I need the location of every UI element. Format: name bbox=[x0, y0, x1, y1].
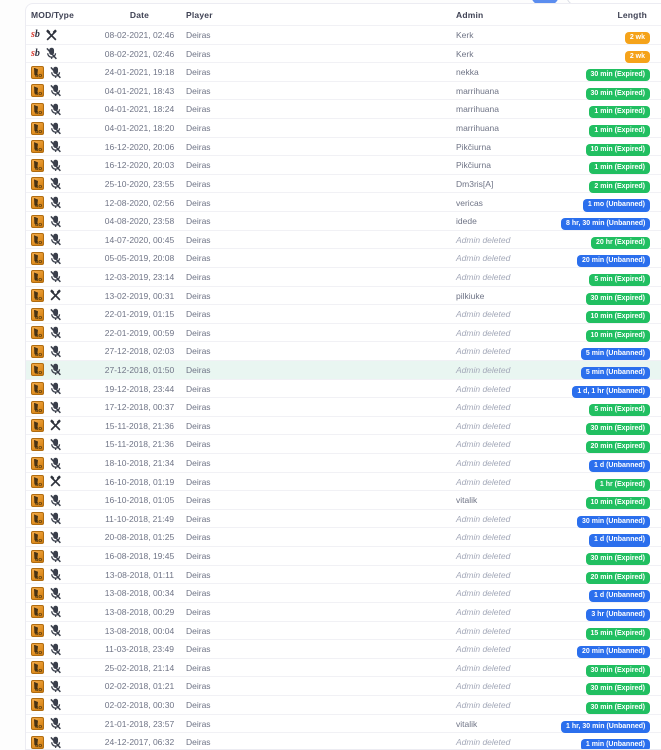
ban-date: 04-01-2021, 18:43 bbox=[104, 85, 175, 96]
player-name[interactable]: Deiras bbox=[186, 160, 211, 171]
ban-date: 11-10-2018, 21:49 bbox=[105, 513, 174, 524]
player-name[interactable]: Deiras bbox=[186, 67, 211, 78]
player-name[interactable]: Deiras bbox=[186, 30, 211, 41]
muted-microphone-icon bbox=[49, 84, 62, 97]
muted-microphone-icon bbox=[49, 122, 62, 135]
ban-date: 08-02-2021, 02:46 bbox=[104, 30, 175, 41]
admin-name[interactable]: marrihuana bbox=[456, 104, 499, 115]
table-row[interactable] bbox=[26, 286, 661, 305]
column-header-length[interactable]: Length bbox=[617, 9, 647, 20]
table-row[interactable] bbox=[26, 397, 661, 416]
csgo-game-icon bbox=[31, 270, 44, 283]
table-row[interactable] bbox=[26, 155, 661, 174]
csgo-game-icon bbox=[31, 159, 44, 172]
admin-name: Admin deleted bbox=[456, 699, 511, 710]
csgo-game-icon bbox=[31, 308, 44, 321]
table-row[interactable] bbox=[26, 304, 661, 323]
admin-name: Admin deleted bbox=[456, 569, 511, 580]
length-badge: 30 min (Expired) bbox=[586, 88, 650, 100]
length-badge: 8 hr, 30 min (Unbanned) bbox=[561, 218, 650, 230]
ban-date: 13-08-2018, 00:34 bbox=[104, 588, 175, 599]
table-row[interactable] bbox=[26, 714, 661, 733]
csgo-game-icon bbox=[31, 568, 44, 581]
muted-microphone-icon bbox=[49, 661, 62, 674]
length-badge: 30 min (Expired) bbox=[586, 683, 650, 695]
player-name[interactable]: Deiras bbox=[186, 123, 211, 134]
table-row[interactable] bbox=[26, 602, 661, 621]
admin-name[interactable]: Pikčiurna bbox=[456, 160, 491, 171]
csgo-game-icon bbox=[31, 717, 44, 730]
length-badge: 1 d (Unbanned) bbox=[589, 590, 650, 602]
length-badge: 10 min (Expired) bbox=[586, 311, 650, 323]
length-badge: 2 wk bbox=[625, 32, 650, 44]
csgo-game-icon bbox=[31, 531, 44, 544]
length-badge: 30 min (Unbanned) bbox=[577, 516, 650, 528]
ban-date: 13-08-2018, 00:29 bbox=[104, 606, 175, 617]
admin-name[interactable]: vitalik bbox=[456, 718, 478, 729]
length-badge: 30 min (Expired) bbox=[586, 293, 650, 305]
length-badge: 10 min (Expired) bbox=[586, 144, 650, 156]
length-badge: 20 min (Expired) bbox=[586, 441, 650, 453]
length-badge: 1 d (Unbanned) bbox=[589, 534, 650, 546]
table-header bbox=[26, 4, 661, 25]
player-name[interactable]: Deiras bbox=[186, 234, 211, 245]
ban-date: 22-01-2019, 01:15 bbox=[104, 309, 175, 320]
muted-microphone-icon bbox=[49, 457, 62, 470]
table-row[interactable] bbox=[26, 621, 661, 640]
muted-microphone-icon bbox=[49, 494, 62, 507]
muted-microphone-icon bbox=[49, 363, 62, 376]
table-row[interactable] bbox=[26, 341, 661, 360]
table-row[interactable] bbox=[26, 62, 661, 81]
muted-microphone-icon bbox=[49, 308, 62, 321]
csgo-game-icon bbox=[31, 661, 44, 674]
admin-name[interactable]: vitalik bbox=[456, 495, 478, 506]
admin-name[interactable]: Kerk bbox=[456, 48, 474, 59]
muted-microphone-icon bbox=[49, 270, 62, 283]
admin-name: Admin deleted bbox=[456, 420, 511, 431]
table-row[interactable] bbox=[26, 565, 661, 584]
csgo-game-icon bbox=[31, 550, 44, 563]
ban-date: 22-01-2019, 00:59 bbox=[104, 327, 175, 338]
length-badge: 30 min (Expired) bbox=[586, 553, 650, 565]
table-row[interactable] bbox=[26, 416, 661, 435]
muted-microphone-icon bbox=[49, 438, 62, 451]
length-badge: 10 min (Expired) bbox=[586, 330, 650, 342]
length-badge: 1 d (Unbanned) bbox=[589, 460, 650, 472]
csgo-game-icon bbox=[31, 401, 44, 414]
table-row[interactable] bbox=[26, 658, 661, 677]
player-name[interactable]: Deiras bbox=[186, 513, 211, 524]
column-header-player[interactable]: Player bbox=[186, 9, 213, 20]
table-row[interactable] bbox=[26, 118, 661, 137]
length-badge: 1 hr, 30 min (Unbanned) bbox=[561, 721, 650, 733]
muted-microphone-icon bbox=[49, 196, 62, 209]
player-name[interactable]: Deiras bbox=[186, 383, 211, 394]
ban-date: 16-10-2018, 01:05 bbox=[104, 495, 175, 506]
ban-date: 04-08-2020, 23:58 bbox=[104, 216, 175, 227]
muted-microphone-icon bbox=[49, 66, 62, 79]
table-row[interactable] bbox=[26, 99, 661, 118]
admin-name: Admin deleted bbox=[456, 551, 511, 562]
muted-microphone-icon bbox=[49, 568, 62, 581]
table-row[interactable] bbox=[26, 434, 661, 453]
player-name[interactable]: Deiras bbox=[186, 271, 211, 282]
csgo-game-icon bbox=[31, 624, 44, 637]
table-row[interactable] bbox=[26, 695, 661, 714]
ban-date: 25-02-2018, 21:14 bbox=[104, 662, 175, 673]
admin-name: Admin deleted bbox=[456, 309, 511, 320]
csgo-game-icon bbox=[31, 587, 44, 600]
player-name[interactable]: Deiras bbox=[186, 644, 211, 655]
ban-date: 25-10-2020, 23:55 bbox=[104, 178, 175, 189]
table-body bbox=[26, 25, 661, 750]
length-badge: 3 hr (Unbanned) bbox=[586, 609, 650, 621]
length-badge: 1 min (Unbanned) bbox=[581, 739, 650, 750]
ban-date: 12-03-2019, 23:14 bbox=[104, 271, 175, 282]
admin-name: Admin deleted bbox=[456, 327, 511, 338]
csgo-game-icon bbox=[31, 736, 44, 749]
length-badge: 1 min (Expired) bbox=[589, 106, 650, 118]
ban-date: 17-12-2018, 00:37 bbox=[104, 402, 175, 413]
csgo-game-icon bbox=[31, 457, 44, 470]
csgo-game-icon bbox=[31, 122, 44, 135]
length-badge: 5 min (Expired) bbox=[589, 404, 650, 416]
ban-date: 27-12-2018, 01:50 bbox=[104, 364, 175, 375]
length-badge: 1 hr (Expired) bbox=[595, 479, 650, 491]
player-name[interactable]: Deiras bbox=[186, 458, 211, 469]
player-name[interactable]: Deiras bbox=[186, 178, 211, 189]
ban-date: 16-12-2020, 20:06 bbox=[104, 141, 175, 152]
ban-date: 15-11-2018, 21:36 bbox=[105, 420, 174, 431]
csgo-game-icon bbox=[31, 438, 44, 451]
muted-microphone-icon bbox=[49, 587, 62, 600]
csgo-game-icon bbox=[31, 698, 44, 711]
table-row[interactable] bbox=[26, 453, 661, 472]
admin-name[interactable]: vericas bbox=[456, 197, 483, 208]
admin-name[interactable]: marrihuana bbox=[456, 123, 499, 134]
length-badge: 1 d, 1 hr (Unbanned) bbox=[572, 386, 650, 398]
table-row[interactable] bbox=[26, 192, 661, 211]
length-badge: 1 mo (Unbanned) bbox=[583, 199, 650, 211]
player-name[interactable]: Deiras bbox=[186, 290, 211, 301]
length-badge: 15 min (Expired) bbox=[586, 628, 650, 640]
ban-date: 16-08-2018, 19:45 bbox=[104, 551, 175, 562]
player-name[interactable]: Deiras bbox=[186, 737, 211, 748]
bans-table-card bbox=[25, 3, 661, 750]
ban-date: 11-03-2018, 23:49 bbox=[105, 644, 174, 655]
admin-name: Admin deleted bbox=[456, 662, 511, 673]
player-name[interactable]: Deiras bbox=[186, 48, 211, 59]
table-row[interactable] bbox=[26, 732, 661, 750]
csgo-game-icon bbox=[31, 84, 44, 97]
admin-name: Admin deleted bbox=[456, 644, 511, 655]
csgo-game-icon bbox=[31, 475, 44, 488]
table-row[interactable] bbox=[26, 81, 661, 100]
admin-name: Admin deleted bbox=[456, 364, 511, 375]
admin-name[interactable]: Pikčiurna bbox=[456, 141, 491, 152]
ban-date: 08-02-2021, 02:46 bbox=[104, 48, 175, 59]
csgo-game-icon bbox=[31, 326, 44, 339]
ban-date: 16-12-2020, 20:03 bbox=[104, 160, 175, 171]
length-badge: 20 min (Unbanned) bbox=[577, 646, 650, 658]
player-name[interactable]: Deiras bbox=[186, 104, 211, 115]
table-row[interactable] bbox=[26, 360, 661, 379]
admin-name: Admin deleted bbox=[456, 253, 511, 264]
admin-name: Admin deleted bbox=[456, 681, 511, 692]
table-row[interactable] bbox=[26, 323, 661, 342]
muted-microphone-icon bbox=[49, 512, 62, 525]
length-badge: 5 min (Unbanned) bbox=[581, 367, 650, 379]
admin-name: Admin deleted bbox=[456, 588, 511, 599]
admin-name: Admin deleted bbox=[456, 606, 511, 617]
csgo-game-icon bbox=[31, 215, 44, 228]
player-name[interactable]: Deiras bbox=[186, 402, 211, 413]
crossed-hammers-ban-icon bbox=[49, 475, 62, 488]
admin-name: Admin deleted bbox=[456, 625, 511, 636]
csgo-game-icon bbox=[31, 103, 44, 116]
ban-date: 15-11-2018, 21:36 bbox=[105, 439, 174, 450]
admin-name: Admin deleted bbox=[456, 439, 511, 450]
crossed-hammers-ban-icon bbox=[49, 289, 62, 302]
csgo-game-icon bbox=[31, 382, 44, 395]
admin-name[interactable]: Dm3ris[A] bbox=[456, 178, 494, 189]
player-name[interactable]: Deiras bbox=[186, 551, 211, 562]
csgo-game-icon bbox=[31, 643, 44, 656]
admin-name[interactable]: Kerk bbox=[456, 30, 474, 41]
length-badge: 30 min (Expired) bbox=[586, 665, 650, 677]
csgo-game-icon bbox=[31, 363, 44, 376]
ban-date: 20-08-2018, 01:25 bbox=[104, 532, 175, 543]
length-badge: 2 wk bbox=[625, 51, 650, 63]
muted-microphone-icon bbox=[49, 345, 62, 358]
column-header-mod-type[interactable]: MOD/Type bbox=[31, 9, 75, 20]
muted-microphone-icon bbox=[49, 550, 62, 563]
muted-microphone-icon bbox=[49, 252, 62, 265]
table-row[interactable] bbox=[26, 267, 661, 286]
csgo-game-icon bbox=[31, 196, 44, 209]
ban-date: 02-02-2018, 00:30 bbox=[104, 699, 175, 710]
player-name[interactable]: Deiras bbox=[186, 309, 211, 320]
muted-microphone-icon bbox=[49, 159, 62, 172]
length-badge: 1 min (Expired) bbox=[589, 162, 650, 174]
column-header-admin[interactable]: Admin bbox=[456, 9, 484, 20]
csgo-game-icon bbox=[31, 512, 44, 525]
column-header-date[interactable]: Date bbox=[129, 9, 150, 20]
table-row[interactable] bbox=[26, 546, 661, 565]
muted-microphone-icon bbox=[49, 698, 62, 711]
ban-date: 14-07-2020, 00:45 bbox=[104, 234, 175, 245]
csgo-game-icon bbox=[31, 177, 44, 190]
player-name[interactable]: Deiras bbox=[186, 420, 211, 431]
table-row[interactable] bbox=[26, 379, 661, 398]
admin-name: Admin deleted bbox=[456, 271, 511, 282]
muted-microphone-icon bbox=[49, 717, 62, 730]
table-row[interactable] bbox=[26, 211, 661, 230]
table-row[interactable] bbox=[26, 509, 661, 528]
admin-name[interactable]: marrihuana bbox=[456, 85, 499, 96]
csgo-game-icon bbox=[31, 680, 44, 693]
sourcebans-web-icon: sb bbox=[31, 47, 40, 59]
csgo-game-icon bbox=[31, 419, 44, 432]
admin-name: Admin deleted bbox=[456, 532, 511, 543]
csgo-game-icon bbox=[31, 233, 44, 246]
player-name[interactable]: Deiras bbox=[186, 606, 211, 617]
csgo-game-icon bbox=[31, 289, 44, 302]
ban-date: 24-12-2017, 06:32 bbox=[104, 737, 175, 748]
table-row[interactable] bbox=[26, 583, 661, 602]
ban-date: 04-01-2021, 18:20 bbox=[104, 123, 175, 134]
length-badge: 30 min (Expired) bbox=[586, 423, 650, 435]
muted-microphone-icon bbox=[49, 643, 62, 656]
player-name[interactable]: Deiras bbox=[186, 718, 211, 729]
admin-name: Admin deleted bbox=[456, 513, 511, 524]
table-row[interactable] bbox=[26, 137, 661, 156]
ban-date: 27-12-2018, 02:03 bbox=[104, 346, 175, 357]
admin-name[interactable]: nekka bbox=[456, 67, 479, 78]
muted-microphone-icon bbox=[49, 680, 62, 693]
muted-microphone-icon bbox=[49, 736, 62, 749]
ban-date: 24-01-2021, 19:18 bbox=[104, 67, 175, 78]
crossed-hammers-ban-icon bbox=[45, 29, 58, 42]
muted-microphone-icon bbox=[49, 103, 62, 116]
table-row[interactable] bbox=[26, 527, 661, 546]
crossed-hammers-ban-icon bbox=[49, 419, 62, 432]
muted-microphone-icon bbox=[49, 140, 62, 153]
muted-microphone-icon bbox=[49, 531, 62, 544]
muted-microphone-icon bbox=[49, 326, 62, 339]
muted-microphone-icon bbox=[49, 624, 62, 637]
player-name[interactable]: Deiras bbox=[186, 588, 211, 599]
length-badge: 30 min (Expired) bbox=[586, 702, 650, 714]
table-row[interactable] bbox=[26, 490, 661, 509]
muted-microphone-icon bbox=[49, 177, 62, 190]
player-name[interactable]: Deiras bbox=[186, 681, 211, 692]
player-name[interactable]: Deiras bbox=[186, 625, 211, 636]
admin-name: Admin deleted bbox=[456, 402, 511, 413]
muted-microphone-icon bbox=[49, 382, 62, 395]
length-badge: 5 min (Expired) bbox=[589, 274, 650, 286]
table-row[interactable] bbox=[26, 174, 661, 193]
player-name[interactable]: Deiras bbox=[186, 476, 211, 487]
length-badge: 10 min (Expired) bbox=[586, 497, 650, 509]
muted-microphone-icon bbox=[49, 233, 62, 246]
ban-date: 05-05-2019, 20:08 bbox=[104, 253, 175, 264]
player-name[interactable]: Deiras bbox=[186, 662, 211, 673]
player-name[interactable]: Deiras bbox=[186, 85, 211, 96]
muted-microphone-icon bbox=[49, 605, 62, 618]
muted-microphone-icon bbox=[49, 215, 62, 228]
admin-name[interactable]: idede bbox=[456, 216, 477, 227]
ban-date: 16-10-2018, 01:19 bbox=[104, 476, 175, 487]
length-badge: 5 min (Unbanned) bbox=[581, 348, 650, 360]
csgo-game-icon bbox=[31, 140, 44, 153]
csgo-game-icon bbox=[31, 252, 44, 265]
player-name[interactable]: Deiras bbox=[186, 495, 211, 506]
player-name[interactable]: Deiras bbox=[186, 141, 211, 152]
csgo-game-icon bbox=[31, 494, 44, 507]
player-name[interactable]: Deiras bbox=[186, 216, 211, 227]
ban-date: 13-02-2019, 00:31 bbox=[104, 290, 175, 301]
ban-date: 18-10-2018, 21:34 bbox=[104, 458, 175, 469]
length-badge: 20 min (Unbanned) bbox=[577, 255, 650, 267]
muted-microphone-icon bbox=[49, 401, 62, 414]
player-name[interactable]: Deiras bbox=[186, 569, 211, 580]
ban-date: 13-08-2018, 00:04 bbox=[104, 625, 175, 636]
admin-name: Admin deleted bbox=[456, 737, 511, 748]
player-name[interactable]: Deiras bbox=[186, 439, 211, 450]
csgo-game-icon bbox=[31, 605, 44, 618]
admin-name[interactable]: pilkiuke bbox=[456, 290, 485, 301]
table-row[interactable] bbox=[26, 25, 661, 44]
sourcebans-web-icon: sb bbox=[31, 29, 40, 41]
length-badge: 20 hr (Expired) bbox=[591, 237, 650, 249]
ban-date: 12-08-2020, 02:56 bbox=[104, 197, 175, 208]
muted-microphone-icon bbox=[45, 47, 58, 60]
table-row[interactable] bbox=[26, 230, 661, 249]
table-row[interactable] bbox=[26, 639, 661, 658]
player-name[interactable]: Deiras bbox=[186, 327, 211, 338]
player-name[interactable]: Deiras bbox=[186, 197, 211, 208]
player-name[interactable]: Deiras bbox=[186, 699, 211, 710]
ban-date: 13-08-2018, 01:11 bbox=[105, 569, 174, 580]
player-name[interactable]: Deiras bbox=[186, 364, 211, 375]
player-name[interactable]: Deiras bbox=[186, 346, 211, 357]
admin-name: Admin deleted bbox=[456, 458, 511, 469]
table-row[interactable] bbox=[26, 676, 661, 695]
admin-name: Admin deleted bbox=[456, 234, 511, 245]
length-badge: 30 min (Expired) bbox=[586, 69, 650, 81]
length-badge: 1 min (Expired) bbox=[589, 125, 650, 137]
player-name[interactable]: Deiras bbox=[186, 253, 211, 264]
ban-date: 21-01-2018, 23:57 bbox=[104, 718, 175, 729]
admin-name: Admin deleted bbox=[456, 383, 511, 394]
ban-date: 02-02-2018, 01:21 bbox=[104, 681, 175, 692]
admin-name: Admin deleted bbox=[456, 476, 511, 487]
table-row[interactable] bbox=[26, 44, 661, 63]
length-badge: 2 min (Expired) bbox=[589, 181, 650, 193]
ban-date: 04-01-2021, 18:24 bbox=[104, 104, 175, 115]
ban-date: 19-12-2018, 23:44 bbox=[104, 383, 175, 394]
table-row[interactable] bbox=[26, 472, 661, 491]
csgo-game-icon bbox=[31, 345, 44, 358]
admin-name: Admin deleted bbox=[456, 346, 511, 357]
player-name[interactable]: Deiras bbox=[186, 532, 211, 543]
length-badge: 20 min (Expired) bbox=[586, 572, 650, 584]
table-row[interactable] bbox=[26, 248, 661, 267]
csgo-game-icon bbox=[31, 66, 44, 79]
